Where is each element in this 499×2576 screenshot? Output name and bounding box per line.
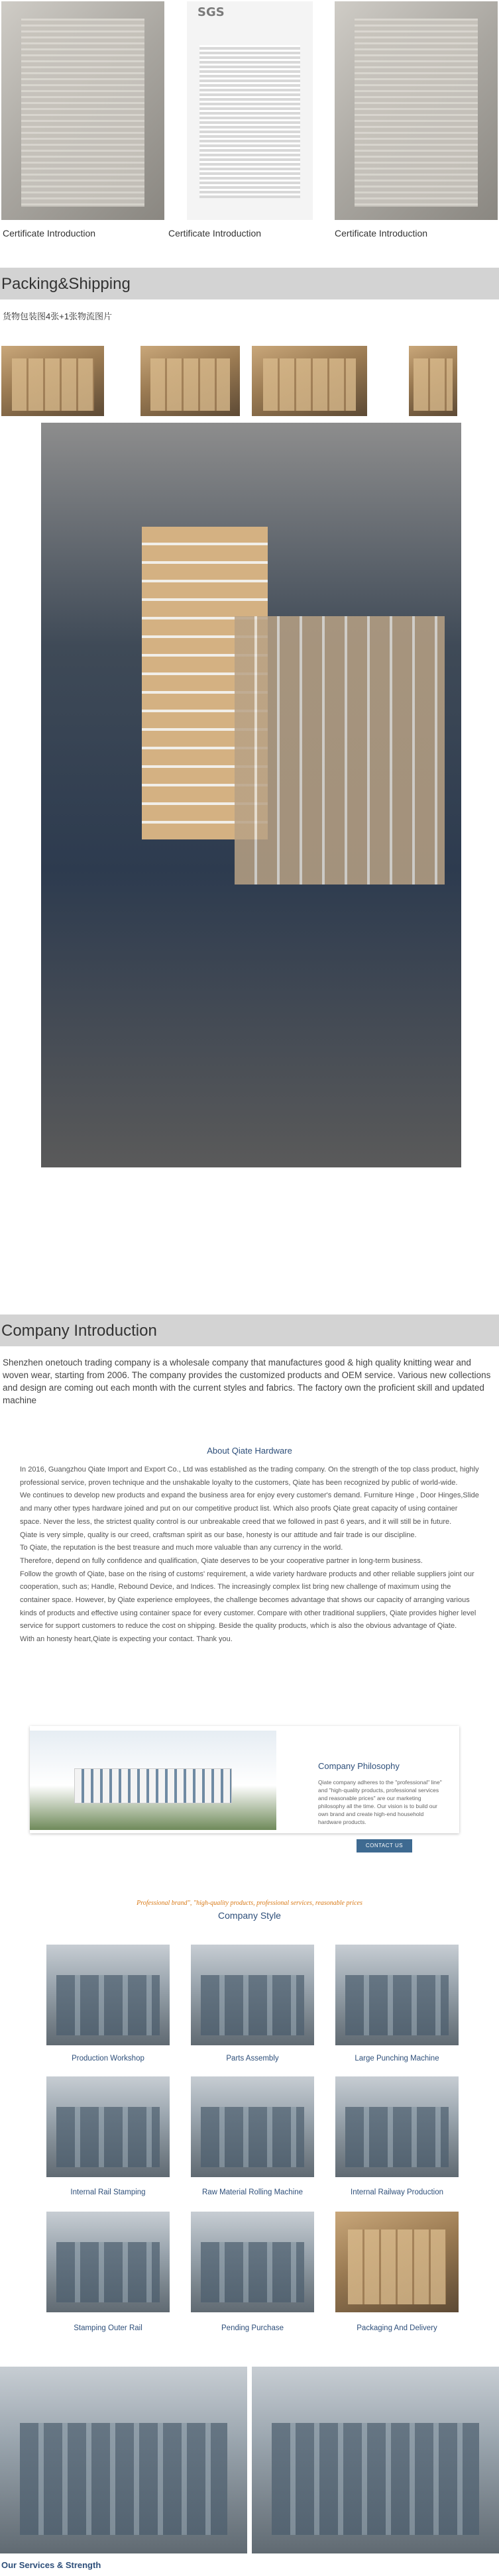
style-image-3	[335, 1945, 459, 2045]
style-caption-4: Internal Rail Stamping	[70, 2188, 146, 2196]
certificate-caption-1: Certificate Introduction	[3, 228, 96, 239]
packing-thumb-3	[252, 346, 367, 416]
style-caption-1: Production Workshop	[72, 2055, 144, 2063]
about-paragraph: With an honesty heart,Qiate is expecting your contact. Thank you.	[20, 1635, 233, 1644]
philosophy-text: Qiate company adheres to the "professional" line" and "high-quality products, professional services and reasonable prices" are our marketing philosophy all the time. Our vision is to build our own brand and create high-end household hardware products.	[318, 1779, 442, 1825]
certificate-caption-2: Certificate Introduction	[168, 228, 262, 239]
packing-shipping-header	[0, 268, 499, 299]
company-intro-title: Company Introduction	[1, 1322, 157, 1340]
certificate-image-2	[187, 1, 313, 220]
style-image-6	[335, 2076, 459, 2177]
style-image-8	[191, 2212, 314, 2312]
packing-thumb-2	[140, 346, 240, 416]
certificate-image-1	[1, 1, 164, 220]
style-image-2	[191, 1945, 314, 2045]
workshop-image-2	[252, 2367, 499, 2553]
packing-thumb-4	[409, 346, 457, 416]
style-image-9	[335, 2212, 459, 2312]
style-caption-2: Parts Assembly	[226, 2055, 279, 2063]
style-image-7	[46, 2212, 170, 2312]
about-paragraph: Qiate is very simple, quality is our creed, craftsman spirit as our base, honesty is our attitude and fair trade is our discipline.	[20, 1530, 417, 1539]
services-strength-heading: Our Services & Strength	[1, 2560, 101, 2570]
packing-shipping-title: Packing&Shipping	[1, 275, 131, 293]
company-intro-header	[0, 1315, 499, 1346]
about-paragraph: To Qiate, the reputation is the best treasure and much more valuable than any currency in the world.	[20, 1544, 343, 1552]
factory-building-image	[30, 1731, 276, 1830]
about-text	[20, 1464, 480, 1646]
sgs-logo: SGS	[197, 5, 225, 19]
style-caption-7: Stamping Outer Rail	[74, 2324, 142, 2332]
about-paragraph: We continues to develop new products and expand the business area for enjoy every customer's demand. Furniture Hinge , Door Hinges,Slide and many other types hardware joined and put on our competitive product list. Which also proofs Qiate great capacity of using container space. Never the less, the strictest quality control is our unbreakable creed that we followed in past 6 years, and it will still be in future.	[20, 1491, 479, 1526]
company-intro-text: Shenzhen onetouch trading company is a wholesale company that manufactures good & high quality knitting wear and woven wear, starting from 2006. The company provides the customized products and OEM service. Various new collections and design are coming out each month with the current styles and fabrics. The factory own the proficient skill and updated machine	[3, 1358, 491, 1405]
style-image-5	[191, 2076, 314, 2177]
style-image-4	[46, 2076, 170, 2177]
packing-thumb-1	[1, 346, 104, 416]
packing-note: 货物包装图4张+1张物流图片	[3, 311, 113, 321]
style-caption-9: Packaging And Delivery	[357, 2324, 437, 2332]
style-caption-8: Pending Purchase	[221, 2324, 284, 2332]
contact-us-button[interactable]: CONTACT US	[357, 1839, 412, 1852]
about-paragraph: Follow the growth of Qiate, base on the rising of customs' requirement, a wide variety hardware products and other reliable suppliers joint our cooperation, such as; Handle, Rebound Device, and Indices. The increasingly complex list bring new challenge of maximum using the container space. However, by Qiate experience employees, the challenge becomes advantage that shows our capacity of arranging various kinds of products and effective using container space for every customer. Compare with other traditional suppliers, Qiate provides higher level service for support customers to reduce the cost on shipping. Beside the quality products, which is also the obvious advantage of Qiate.	[20, 1570, 476, 1631]
company-slogan: Professional brand", "high-quality products, professional services, reasonable prices	[137, 1900, 362, 1907]
philosophy-title: Company Philosophy	[318, 1761, 400, 1771]
style-caption-5: Raw Material Rolling Machine	[201, 2188, 304, 2196]
certificate-image-3	[335, 1, 498, 220]
style-caption-3: Large Punching Machine	[355, 2055, 439, 2063]
about-paragraph: In 2016, Guangzhou Qiate Import and Export Co., Ltd was established as the trading company. On the strength of the top class product, highly professional service, proven technique and the unshakable loyalty to the customers, Qiate has been recognized by public of world-wide.	[20, 1466, 479, 1487]
style-image-1	[46, 1945, 170, 2045]
about-title: About Qiate Hardware	[207, 1446, 292, 1456]
truck-loading-image	[41, 423, 461, 1167]
about-paragraph: Therefore, depend on fully confidence and qualification, Qiate deserves to be your cooperative partner in long-term business.	[20, 1556, 423, 1565]
certificate-caption-3: Certificate Introduction	[335, 228, 428, 239]
style-caption-6: Internal Railway Production	[351, 2188, 443, 2196]
company-style-title: Company Style	[218, 1910, 281, 1921]
workshop-image-1	[0, 2367, 247, 2553]
